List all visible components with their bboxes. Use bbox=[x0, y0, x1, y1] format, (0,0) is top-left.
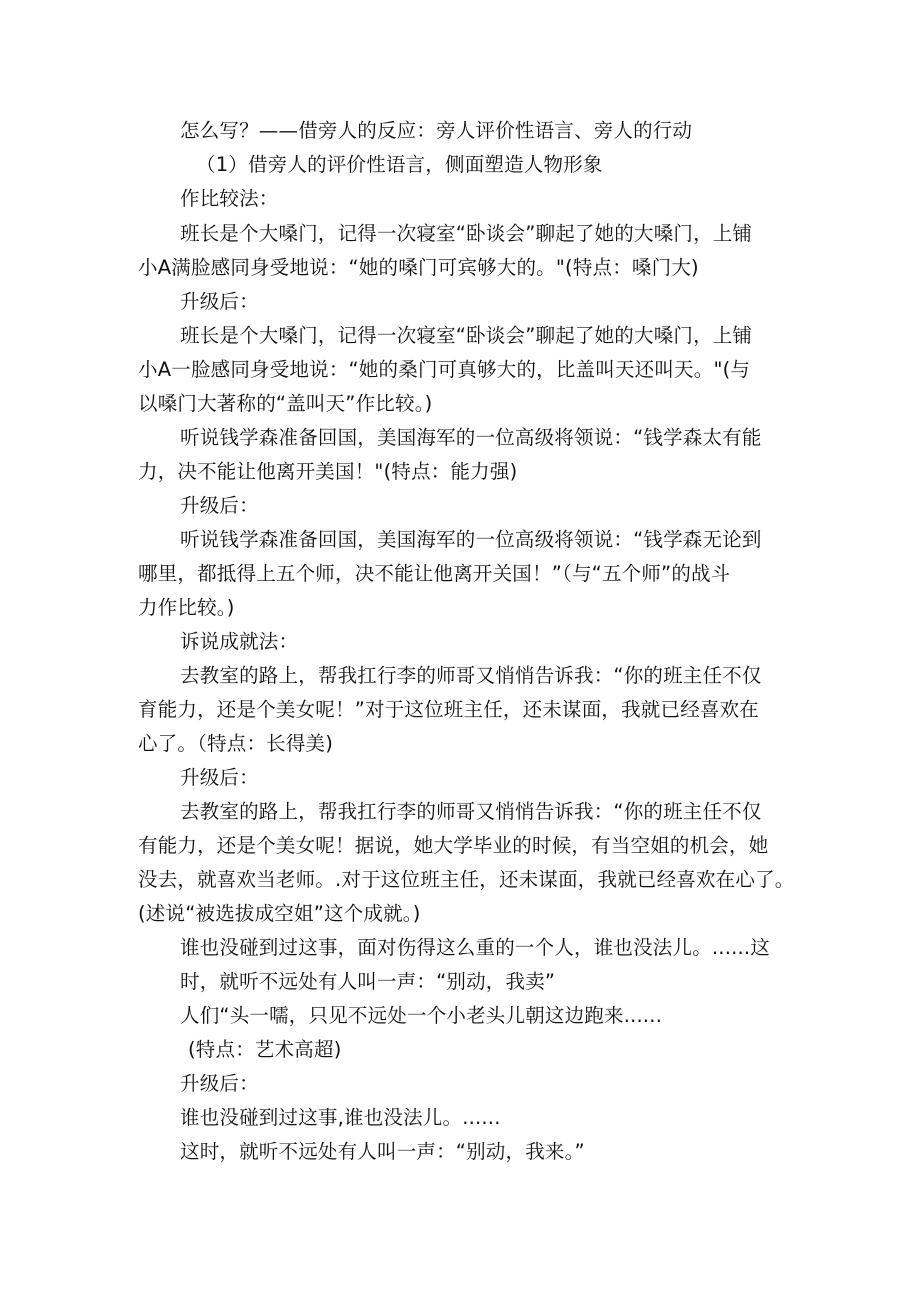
paragraph-line: 班长是个大嗓门，记得一次寝室“卧谈会”聊起了她的大嗓门，上铺 bbox=[180, 222, 753, 245]
paragraph-line: 没去，就喜欢当老师。.对于这位班主任，还未谋面，我就已经喜欢在心了。 bbox=[138, 868, 795, 891]
paragraph-line: 谁也没碰到过这事,谁也没法儿。...... bbox=[180, 1106, 501, 1129]
paragraph-line: 力，决不能让他离开美国！"(特点：能力强) bbox=[138, 460, 518, 483]
paragraph-line: 去教室的路上，帮我扛行李的师哥又悄悄告诉我：“你的班主任不仅 bbox=[180, 800, 762, 823]
paragraph-line: 听说钱学森准备回国，美国海军的一位高级将领说：“钱学森太有能 bbox=[180, 426, 762, 449]
paragraph-line: 谁也没碰到过这事，面对伤得这么重的一个人，谁也没法儿。......这 bbox=[180, 936, 770, 959]
paragraph-line: 班长是个大嗓门，记得一次寝室“卧谈会”聊起了她的大嗓门，上铺 bbox=[180, 324, 753, 347]
upgrade-label: 升级后： bbox=[180, 766, 259, 789]
paragraph-line: 时，就听不远处有人叫一声：“别动，我卖” bbox=[180, 970, 556, 993]
subheading-evaluative-language: （1）借旁人的评价性语言，侧面塑造人物形象 bbox=[196, 153, 603, 176]
upgrade-label: 升级后： bbox=[180, 290, 259, 313]
paragraph-line: (述说“被选拔成空姐”这个成就。) bbox=[138, 902, 421, 925]
paragraph-line: 听说钱学森准备回国，美国海军的一位高级将领说：“钱学森无论到 bbox=[180, 528, 762, 551]
paragraph-line: 哪里，都抵得上五个师，决不能让他离开关国！”（与“五个师”的战斗 bbox=[138, 562, 731, 585]
paragraph-line: 力作比较。) bbox=[138, 596, 235, 619]
paragraph-line: 去教室的路上，帮我扛行李的师哥又悄悄告诉我：“你的班主任不仅 bbox=[180, 664, 762, 687]
paragraph-line: 人们“头一嚅，只见不远处一个小老头儿朝这边跑来...... bbox=[180, 1004, 663, 1027]
paragraph-line: 这时，就听不远处有人叫一声：“别动，我来。” bbox=[180, 1140, 585, 1163]
upgrade-label: 升级后： bbox=[180, 1072, 259, 1095]
heading-how-to-write: 怎么写？——借旁人的反应：旁人评价性语言、旁人的行动 bbox=[180, 119, 693, 142]
paragraph-line: 有能力，还是个美女呢！据说，她大学毕业的时候，有当空姐的机会，她 bbox=[138, 834, 769, 857]
paragraph-line: 育能力，还是个美女呢！”对于这位班主任，还未谋面，我就已经喜欢在 bbox=[138, 698, 760, 721]
paragraph-line: 小A一脸感同身受地说：“她的桑门可真够大的，比盖叫天还叫天。"(与 bbox=[138, 358, 751, 381]
method-comparison-label: 作比较法： bbox=[180, 187, 279, 210]
upgrade-label: 升级后： bbox=[180, 494, 259, 517]
paragraph-line: 以嗓门大著称的“盖叫天”作比较。) bbox=[138, 392, 433, 415]
paragraph-line: (特点：艺术高超) bbox=[188, 1038, 342, 1061]
paragraph-line: 心了。（特点：长得美) bbox=[138, 732, 334, 755]
method-achievement-label: 诉说成就法： bbox=[180, 630, 299, 653]
paragraph-line: 小A满脸感同身受地说：“她的嗓门可宾够大的。"(特点：嗓门大) bbox=[138, 256, 699, 279]
